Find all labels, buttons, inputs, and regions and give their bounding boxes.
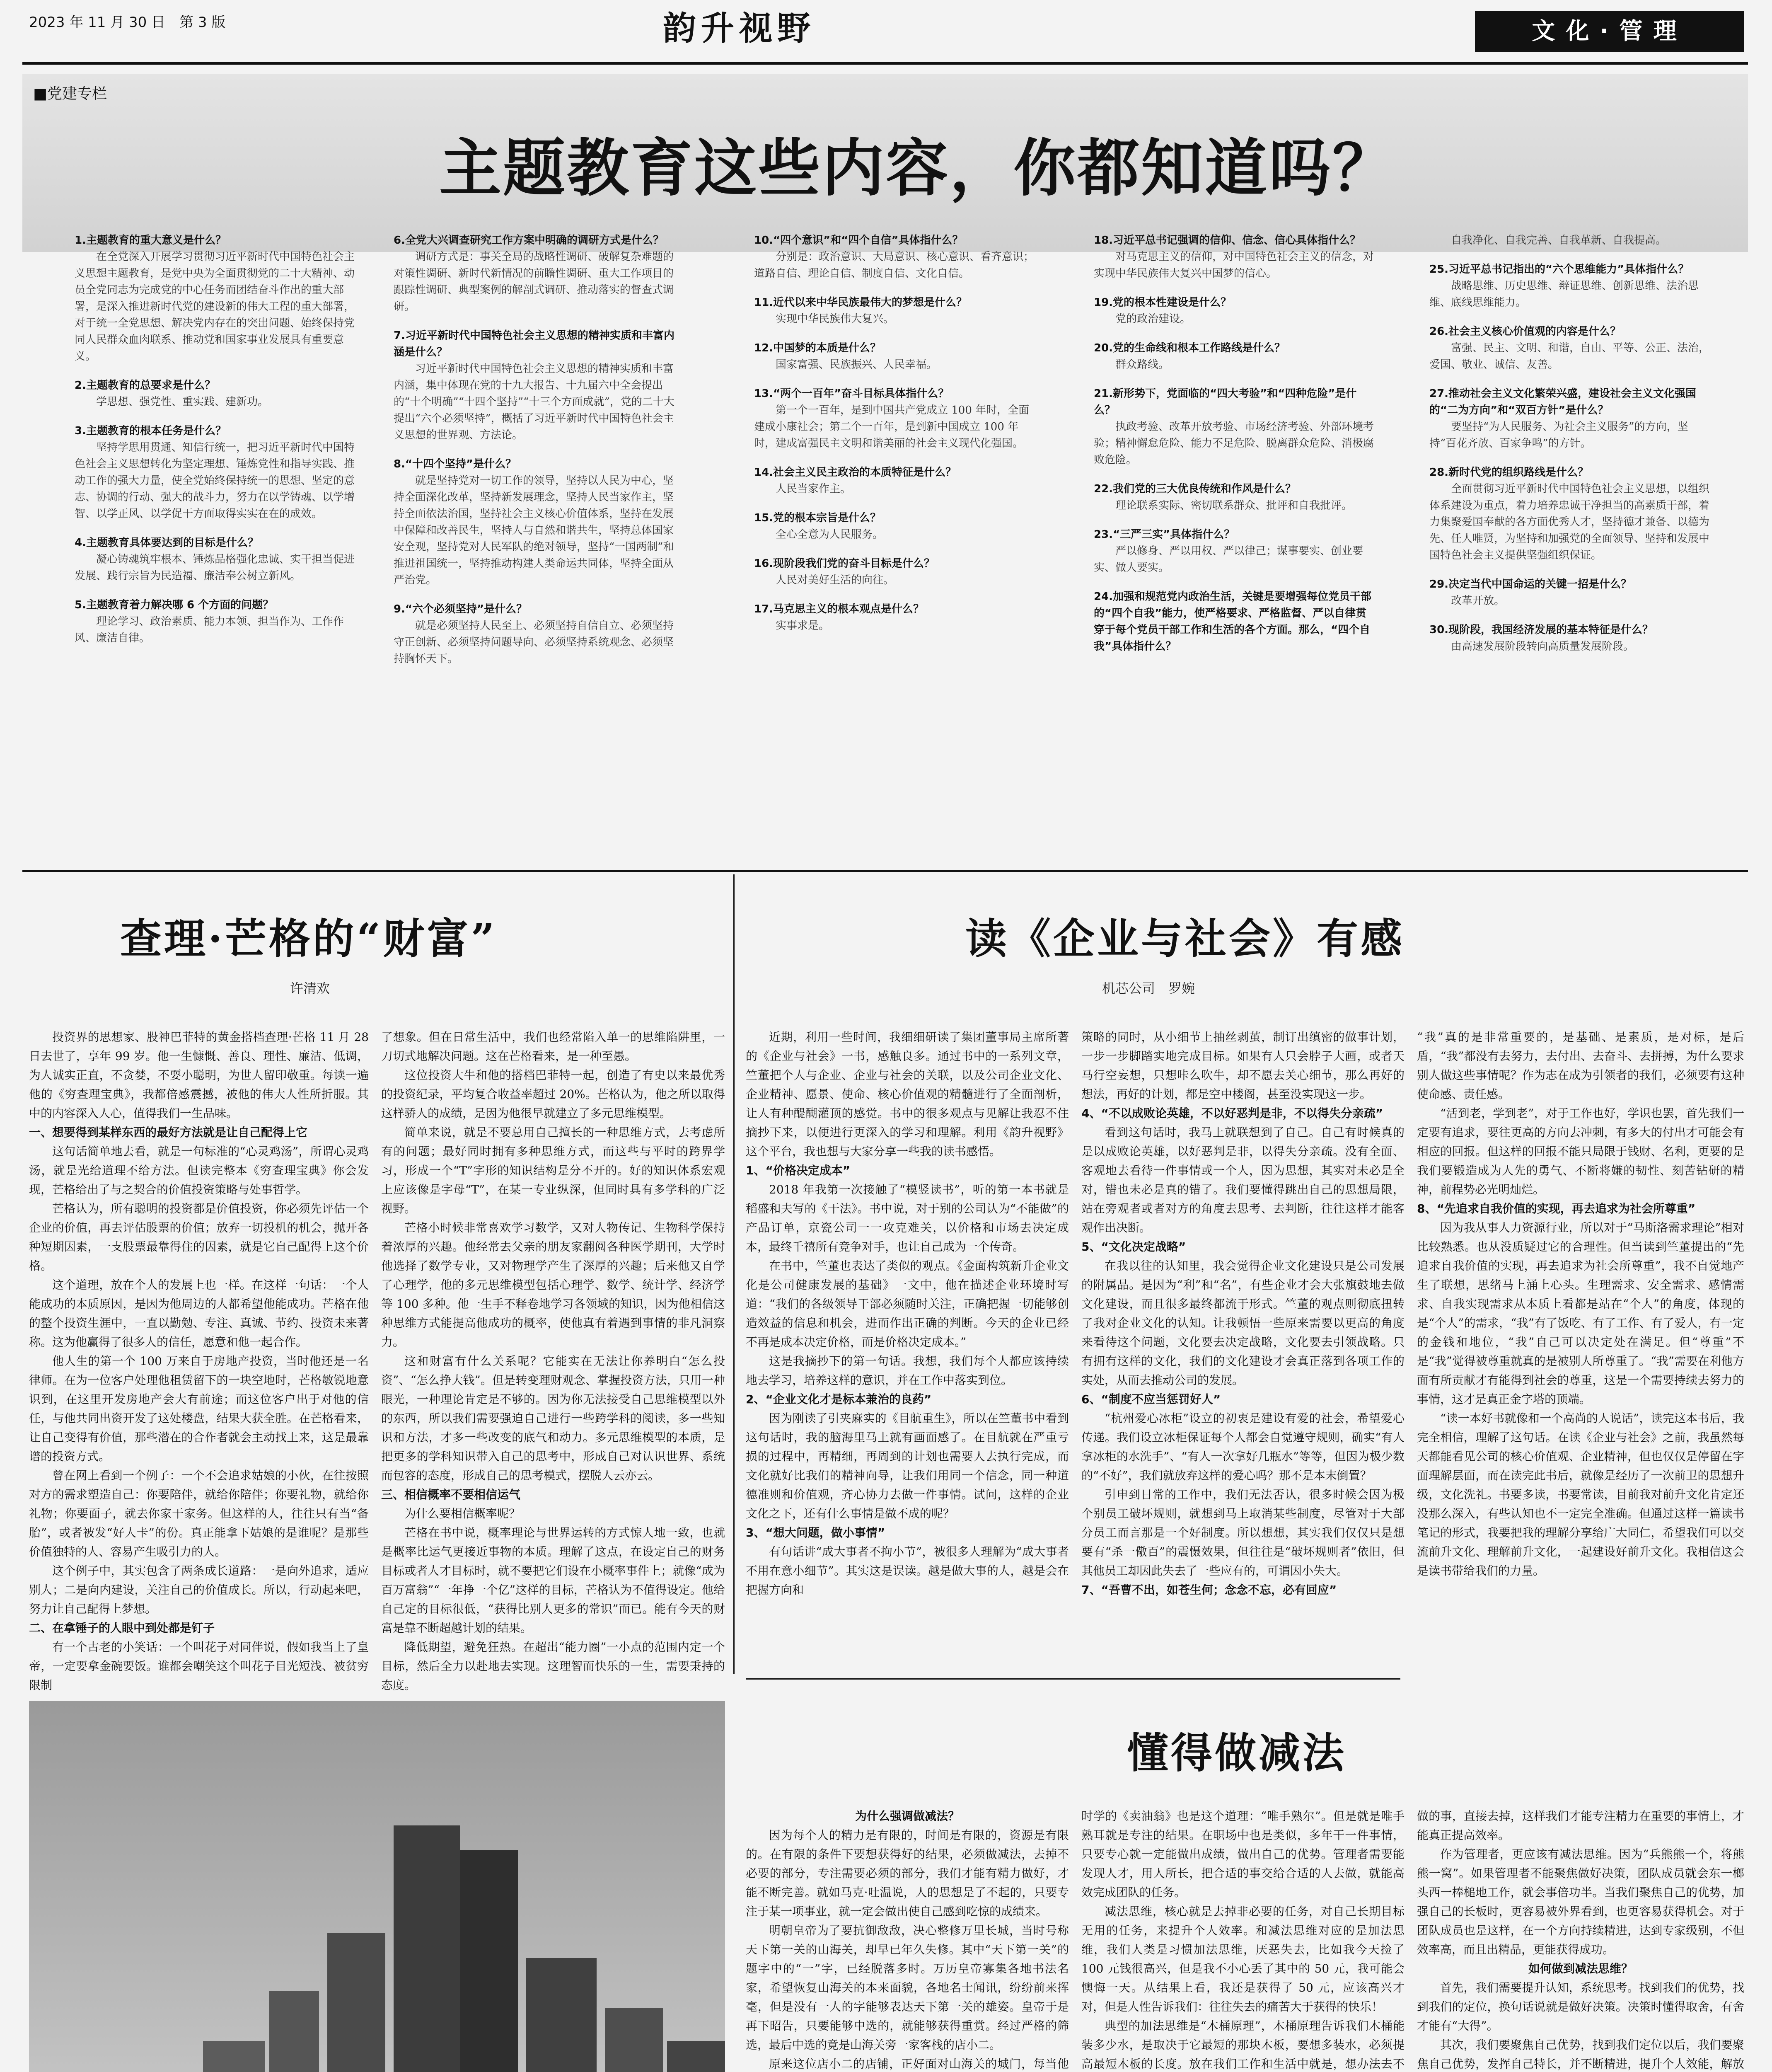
article3-title: 懂得做减法 [1127, 1728, 1347, 1777]
paragraph: 这是我摘抄下的第一句话。我想，我们每个人都应该持续地去学习，培养这样的意识，并在工作中落实到位。 [746, 1354, 1069, 1387]
paragraph: 策略的同时，从小细节上抽丝剥茧，制订出缜密的做事计划，一步一步脚踏实地完成目标。如果有人只会脖子大画，或者天马行空妄想，只想咔么吹牛，却不愿去关心细节，那么再好的想法，再好的计划，都是空中楼阁，甚至没实现这一步。 [1081, 1030, 1405, 1101]
qa-question: 20.党的生命线和根本工作路线是什么？ [1094, 342, 1286, 354]
paragraph: 在我以往的认知里，我会觉得企业文化建设只是公司发展的附属品。是因为“利”和“名”，有些企业才会大张旗鼓地去做文化建设，而且很多最终都流于形式。竺董的观点则彻底扭转了我对企业文化的认知。让我顿悟一些原来需要以更高的角度来看待这个问题，文化要去决定战略，文化要去引领战略。只有拥有这样的文化，我们的文化建设才会真正落到各项工作的实处，从而去推动公司的发展。 [1081, 1259, 1405, 1387]
article1-title: 查理·芒格的“财富” [120, 914, 497, 963]
paragraph: 这和财富有什么关系呢？它能实在无法让你养明白“怎么投资”、“怎么挣大钱”。但是转变理财观念、掌握投资方法，只用一种眼光，一种理论肯定是不够的。因为你无法接受自己思维模型以外的东西，所以我们需要强迫自己进行一些跨学科的阅读，多一些知识和方法，才多一些改变的底气和动力。多元思维模型的本质，是把更多的学科知识带入自己的思考中，形成自己对认识世界、系统而包容的态度，形成自己的思考模式，摆脱人云亦云。 [381, 1354, 725, 1482]
qa-question: 1.主题教育的重大意义是什么？ [75, 234, 226, 247]
qa-answer: 理论学习、政治素质、能力本领、担当作为、工作作风、廉洁自律。 [75, 615, 344, 644]
qa-question: 24.加强和规范党内政治生活，关键是要增强每位党员干部的“四个自我”能力，使严格要求、严格监督、严以自律贯穿于每个党员干部工作和生活的各个方面。那么，“四个自我”具体指什么？ [1094, 591, 1372, 653]
paragraph: 引申到日常的工作中，我们无法否认，很多时候会因为极个别员工破坏规则，就想到马上取消某些制度，尽管对于大部分员工而言那是一个好制度。所以想想，其实我们仅仅只是想要有“杀一儆百”的震慑效果，但往往是“破坏规则者”依旧，但其他员工却因此失去了一些应有的，可谓因小失大。 [1081, 1488, 1405, 1578]
qa-question: 15.党的根本宗旨是什么？ [754, 512, 881, 524]
paragraph: 减法思维，核心就是去掉非必要的任务，对自己长期目标无用的任务，来提升个人效率。和减法思维对应的是加法思维，我们人类是习惯加法思维，厌恶失去，比如我今天捡了 100 元钱很高兴，但是我不小心丢了其中的 50 元，我可能会懊悔一天。从结果上看，我还是获得了 50 元，应该高兴才对，但是人性告诉我们：往往失去的痛苦大于获得的快乐！ [1081, 1905, 1405, 2014]
qa-answer: 坚持学思用贯通、知信行统一，把习近平新时代中国特色社会主义思想转化为坚定理想、锤炼党性和指导实践、推动工作的强大力量，使全党始终保持统一的思想、坚定的意志、协调的行动、强大的战斗力，努力在以学铸魂、以学增智、以学正风、以学促干方面取得实实在在的成效。 [75, 441, 355, 520]
paragraph: “活到老，学到老”，对于工作也好，学识也罢，首先我们一定要有追求，要往更高的方向去冲刺，有多大的付出才可能会有相应的回报。但这样的回报不能只局限于钱财、名利，更要的是我们要锻造成为人先的勇气、不断将嫌的韧性、刻苦钻研的精神，前程势必光明灿烂。 [1417, 1106, 1744, 1196]
section-divider-bottom [746, 1678, 1400, 1680]
qa-question: 23.“三严三实”具体指什么？ [1094, 528, 1235, 541]
qa-question: 22.我们党的三大优良传统和作风是什么？ [1094, 483, 1296, 495]
qa-question: 8.“十四个坚持”是什么？ [394, 458, 517, 470]
paragraph: 因为刚读了引夹麻实的《目航重生》，所以在竺董书中看到这句话时，我的脑海里马上就有画面感了。在目航就在严重亏损的过程中，再精细，再周到的计划也需要人去执行完成，而文化就好比我们的精神向导，让我们用同一个信念，同一种道德准则和价值观，齐心协力去做一件事情。试问，这样的企业文化之下，还有什么事情是做不成的呢？ [746, 1411, 1069, 1520]
paragraph: 芒格认为，所有聪明的投资都是价值投资，你必须先评估一个企业的价值，再去评估股票的价值；放弃一切投机的机会，抛开各种短期因素，一支股票最靠得住的因素，就是它自己配得上这个价格。 [29, 1202, 369, 1273]
subheading: 8、“先追求自我价值的实现，再去追求为社会所尊重” [1417, 1202, 1696, 1215]
paragraph: 为什么要相信概率呢？ [404, 1507, 521, 1520]
paragraph: 典型的加法思维是“木桶原理”，木桶原理告诉我们木桶能装多少水，是取决于它最短的那块木板，要想多装水，必须提高最短木板的长度。放在我们工作和生活中就是，想办法去不 [1081, 2019, 1405, 2071]
paragraph: 明朝皇帝为了要抗御敌敌，决心整修万里长城，当时号称天下第一关的山海关，却早已年久失修。其中“天下第一关”的题字中的“一”字，已经脱落多时。万历皇帝寡集各地书法名家，希望恢复山海关的本来面貌，各地名士闻讯，纷纷前来挥毫，但是没有一人的字能够表达天下第一关的雄姿。皇帝于是再下昭告，只要能够中选的，就能够获得重赏。经过严格的筛选，最后中选的竟是山海关旁一家客栈的店小二。 [746, 1924, 1069, 2052]
qa-question: 10.“四个意识”和“四个自信”具体指什么？ [754, 234, 963, 247]
article3-column-2 [1081, 1807, 1405, 2072]
qa-answer: 由高速发展阶段转向高质量发展阶段。 [1451, 640, 1634, 653]
paragraph: 做的事，直接去掉，这样我们才能专注精力在重要的事情上，才能真正提高效率。 [1417, 1809, 1744, 1842]
article2-author: 机芯公司 罗婉 [1102, 980, 1195, 996]
paragraph: 2018 年我第一次接触了“模竖读书”，听的第一本书就是稻盛和夫写的《干法》。书中说，对于别的公司认为“不能做”的产品订单，京瓷公司一一攻克难关，以价格和市场去决定成本，最终千禧所有竞争对手，也让自己成为一个传奇。 [746, 1183, 1069, 1254]
paragraph: 其次，我们要聚焦自己优势，找到我们定位以后，我们要聚焦自己优势，发挥自己特长，并不断精进，提升个人效能，解放 [1417, 2038, 1744, 2071]
qa-question: 2.主题教育的总要求是什么？ [75, 379, 215, 392]
paragraph: 首先，我们需要提升认知，系统思考。找到我们的优势，找到我们的定位，换句话说就是做好决策。决策时懂得取舍，有舍才能有“大得”。 [1417, 1981, 1744, 2033]
qa-question: 21.新形势下，党面临的“四大考验”和“四种危险”是什么？ [1094, 387, 1357, 416]
qa-question: 28.新时代党的组织路线是什么？ [1429, 466, 1589, 479]
qa-column-1 [75, 232, 356, 646]
qa-answer: 人民对美好生活的向往。 [776, 574, 894, 586]
paragraph: 有句话讲“成大事者不拘小节”，被很多人理解为“成大事者不用在意小细节”。其实这是误读。越是做大事的人，越是会在把握方向和 [746, 1545, 1069, 1597]
qa-answer: 改革开放。 [1451, 595, 1505, 607]
qa-answer: 人民当家作主。 [776, 483, 851, 495]
qa-question: 7.习近平新时代中国特色社会主义思想的精神实质和丰富内涵是什么？ [394, 329, 674, 358]
qa-question: 4.主题教育具体要达到的目标是什么？ [75, 537, 259, 549]
paragraph: 有一个古老的小笑话：一个叫花子对同伴说，假如我当上了皇帝，一定要拿金碗要饭。谁都会嘲笑这个叫花子目光短浅、被贫穷限制 [29, 1640, 369, 1692]
paragraph: 投资界的思想家、股神巴菲特的黄金搭档查理·芒格 11 月 28 日去世了，享年 99 岁。他一生慷慨、善良、理性、廉洁、低调，为人诚实正直，不贪婪，不耍小聪明，为世人留印敬重。每读一遍他的《穷查理宝典》，我都倍感震撼，被他的伟大人性所折服。其中的内容深入人心，值得我们一生品味。 [29, 1030, 369, 1120]
article2-column-3 [1417, 1028, 1744, 1581]
paragraph: 芒格小时候非常喜欢学习数学，又对人物传记、生物科学保持着浓厚的兴趣。他经常去父亲的朋友家翻阅各种医学期刊，大学时他选择了数学专业，又对物理学产生了深厚的兴趣；后来他又自学了心理学，他的多元思维模型包括心理学、数学、统计学、经济学等 100 多种。他一生手不释卷地学习各领域的知识，因为他相信这种思维方式能提高他成功的概率，使他真有着遇到事情的非凡洞察力。 [381, 1221, 725, 1349]
qa-column-2 [394, 232, 675, 667]
paragraph: 芒格在书中说，概率理论与世界运转的方式惊人地一致，也就是概率比运气更接近事物的本质。理解了这点，在设定自己的财务目标或者人才目标时，就不要把它们设在小概率事件上；就像“成为百万富翁”“一年挣一个亿”这样的目标，芒格认为不值得设定。他给自己定的目标很低，“获得比别人更多的常识”而已。能有今天的财富是靠不断超越计划的结果。 [381, 1526, 725, 1635]
paragraph: 作为管理者，更应该有减法思维。因为“兵熊熊一个，将熊熊一窝”。如果管理者不能聚焦做好决策，团队成员就会东一榔头西一棒槌地工作，就会事倍功半。当我们聚焦自己的优势，加强自己的长板时，更容易被外界看到，也更容易获得机会。对于团队成员也是这样，在一个方向持续精进，达到专家级别，不但效率高，而且出精品，更能获得成功。 [1417, 1847, 1744, 1956]
qa-answer: 战略思维、历史思维、辩证思维、创新思维、法治思维、底线思维能力。 [1429, 280, 1699, 309]
paragraph: 看到这句话时，我马上就联想到了自己。自己有时候真的是以成败论英雄，以好恶判是非，以得失分亲疏。没有全面、客观地去看待一件事情或一个人，因为思想，其实对未必是全对，错也未必是真的错了。我们要懂得跳出自己的思想局限，站在旁观者或者对方的角度去思考、去判断，往往这样才能客观作出决断。 [1081, 1126, 1405, 1234]
article1-author: 许清欢 [290, 980, 330, 996]
paragraph: 曾在网上看到一个例子：一个不会追求姑娘的小伙，在往按照对方的需求塑造自己：你要陪伴，就给你陪伴；你要礼物，就给你礼物；你要面子，就去你家干家务。但这样的人，往往只有当“备胎”，或者被发“好人卡”的份。真正能拿下姑娘的是谁呢？是那些价值独特的人、容易产生吸引力的人。 [29, 1469, 369, 1559]
paragraph: 时学的《卖油翁》也是这个道理：“唯手熟尔”。但是就是唯手熟耳就是专注的结果。在职场中也是类似，多年干一件事情，只要专心就一定能做出成绩，做出自己的优势。管理者需要能发现人才，用人所长，把合适的事交给合适的人去做，就能高效完成团队的任务。 [1081, 1809, 1405, 1899]
qa-answer: 执政考验、改革开放考验、市场经济考验、外部环境考验；精神懈怠危险、能力不足危险、脱离群众危险、消极腐败危险。 [1094, 421, 1374, 466]
qa-answer: 就是坚持党对一切工作的领导，坚持以人民为中心，坚持全面深化改革，坚持新发展理念，坚持人民当家作主，坚持全面依法治国，坚持社会主义核心价值体系，坚持在发展中保障和改善民生，坚持人与自然和谐共生，坚持总体国家安全观，坚持党对人民军队的绝对领导，坚持“一国两制”和推进祖国统一，坚持推动构建人类命运共同体，坚持全面从严治党。 [394, 474, 674, 586]
qa-answer: 学思想、强党性、重实践、建新功。 [96, 396, 269, 408]
paragraph: 他人生的第一个 100 万来自于房地产投资，当时他还是一名律师。在为一位客户处理他租赁留下的一块空地时，芒格敏锐地意识到，在这里开发房地产会大有前途；而这位客户出于对他的信任，与他共同出资开发了这处楼盘，结果大获全胜。在芒格看来，让自己变得有价值，那些潜在的合作者就会主动找上来，这是最靠谱的投资方式。 [29, 1354, 369, 1463]
qa-answer: 全心全意为人民服务。 [776, 528, 884, 541]
qa-question: 19.党的根本性建设是什么？ [1094, 296, 1232, 309]
masthead: 韵升视野 [663, 9, 815, 48]
qa-question: 5.主题教育着力解决哪 6 个方面的问题？ [75, 599, 274, 611]
qa-answer: 严以修身、严以用权、严以律己；谋事要实、创业要实、做人要实。 [1094, 545, 1363, 574]
paragraph: 这位投资大牛和他的搭档巴菲特一起，创造了有史以来最优秀的投资纪录，平均复合收益率超过 20%。芒格认为，他之所以取得这样骄人的成绩，是因为他很早就建立了多元思维模型。 [381, 1068, 725, 1120]
qa-answer: 自我净化、自我完善、自我革新、自我提高。 [1451, 234, 1667, 247]
qa-answer: 国家富强、民族振兴、人民幸福。 [776, 358, 938, 371]
section-heading: 如何做到减法思维？ [1528, 1962, 1633, 1975]
issue-date: 2023 年 11 月 30 日 第 3 版 [29, 14, 226, 31]
city-skyline-illustration [29, 1701, 725, 2072]
qa-answer: 第一个一百年，是到中国共产党成立 100 年时，全面建成小康社会；第二个一百年，是到新中国成立 100 年时，建成富强民主文明和谐美丽的社会主义现代化强国。 [754, 404, 1030, 450]
qa-column-3 [754, 232, 1036, 634]
qa-question: 30.现阶段，我国经济发展的基本特征是什么？ [1429, 624, 1654, 636]
section-divider [22, 870, 1748, 872]
article1-column-1 [29, 1028, 369, 1695]
paragraph: 因为我从事人力资源行业，所以对于“马斯洛需求理论”相对比较熟悉。也从没质疑过它的合理性。但当读到竺董提出的“先追求自我价值的实现，再去追求为社会所尊重”，我不自觉地产生了联想，思绪马上涌上心头。生理需求、安全需求、感情需求、自我实现需求从本质上看都是站在“个人”的角度，体现的是“个人”的需求，“我”有了饭吃、有了工作、有了爱人，有一定的金钱和地位，“我”自己可以决定处在满足。但“尊重”不是“我”觉得被尊重就真的是被别人所尊重了。“我”需要在利他方面有所贡献才有能得到社会的尊重，这是一个需要持续去努力的事情，这才是真正金字塔的顶端。 [1417, 1221, 1744, 1406]
paragraph: 降低期望，避免狂热。在超出“能力圈”一小点的范围内定一个目标，然后全力以赴地去实现。这理智而快乐的一生，需要秉持的态度。 [381, 1640, 725, 1692]
qa-question: 12.中国梦的本质是什么？ [754, 342, 881, 354]
qa-question: 29.决定当代中国命运的关键一招是什么？ [1429, 578, 1632, 591]
qa-answer: 理论联系实际、密切联系群众、批评和自我批评。 [1115, 499, 1353, 512]
qa-question: 9.“六个必须坚持”是什么？ [394, 603, 527, 615]
qa-question: 14.社会主义民主政治的本质特征是什么？ [754, 466, 957, 479]
paragraph: “读一本好书就像和一个高尚的人说话”，读完这本书后，我完全相信，理解了这句话。在读《企业与社会》之前，我虽然每天都能看见公司的核心价值观、企业精神，但也仅仅是停留在字面理解层面，而在读完此书后，就像是经历了一次前卫的思想升级，文化洗礼。书要多读，书要常读，目前我对前升文化肯定还没那么深入，有些认知也不一定完全准确。但通过这样一篇读书笔记的形式，我要把我的理解分享给广大同仁，希望我们可以交流前升文化、理解前升文化，一起建设好前升文化。我相信这会是读书带给我们的力量。 [1417, 1411, 1744, 1578]
qa-answer: 实现中华民族伟大复兴。 [776, 313, 894, 325]
paragraph: 因为每个人的精力是有限的，时间是有限的，资源是有限的。在有限的条件下要想获得好的结果，必须做减法，去掉不必要的部分，专注需要必须的部分，我们才能有精力做好，才能不断完善。就如马克·吐温说，人的思想是了不起的，只要专注于某一项事业，就一定会做出使自己感到吃惊的成绩来。 [746, 1828, 1069, 1918]
paragraph: 这个道理，放在个人的发展上也一样。在这样一句话：一个人能成功的本质原因，是因为他周边的人都希望他能成功。芒格在他的整个投资生涯中，一直以勤勉、专注、真诚、节约、投资未来著称。这为他赢得了很多人的信任，愿意和他一起合作。 [29, 1278, 369, 1349]
qa-answer: 群众路线。 [1115, 358, 1170, 371]
subheading: 二、在拿锤子的人眼中到处都是钉子 [29, 1621, 215, 1635]
qa-answer: 在全党深入开展学习贯彻习近平新时代中国特色社会主义思想主题教育，是党中央为全面贯彻党的二十大精神、动员全党同志为完成党的中心任务而团结奋斗作出的重大部署，是深入推进新时代党的建设新的伟大工程的重大部署，对于统一全党思想、解决党内存在的突出问题、始终保持党同人民群众血肉联系、推动党和国家事业发展具有重要意义。 [75, 251, 355, 363]
paragraph: 简单来说，就是不要总用自己擅长的一种思维方式，去考虑所有的问题；最好同时拥有多种思维方式，而这些与平时的跨界学习，形成一个“T”字形的知识结构是分不开的。好的知识体系宏观上应该像是字母“T”，在某一专业纵深，但同时具有多学科的广泛视野。 [381, 1126, 725, 1215]
subheading: 三、相信概率不要相信运气 [381, 1488, 521, 1501]
subheading: 7、“吾曹不出，如苍生何；念念不忘，必有回应” [1081, 1583, 1337, 1597]
paragraph: “我”真的是非常重要的，是基础、是素质，是对标，是后盾，“我”都没有去努力，去付出、去奋斗、去拼搏，为什么要求别人做这些事情呢？作为志在成为引领者的我们，必须要有这种使命感、责任感。 [1417, 1030, 1744, 1101]
article2-column-1 [746, 1028, 1069, 1600]
city-photo [29, 1701, 725, 2072]
subheading: 1、“价格决定成本” [746, 1164, 851, 1177]
subheading: 5、“文化决定战略” [1081, 1240, 1186, 1254]
qa-answer: 分别是：政治意识、大局意识、核心意识、看齐意识；道路自信、理论自信、制度自信、文化自信。 [754, 251, 1035, 280]
subheading: 一、想要得到某样东西的最好方法就是让自己配得上它 [29, 1126, 308, 1139]
article1-column-2 [381, 1028, 725, 1695]
article2-title: 读《企业与社会》有感 [965, 914, 1405, 963]
article3-column-1 [746, 1807, 1069, 2072]
paragraph: 了想象。但在日常生活中，我们也经常陷入单一的思维陷阱里，一刀切式地解决问题。这在芒格看来，是一种至愚。 [381, 1030, 725, 1063]
qa-question: 25.习近平总书记指出的“六个思维能力”具体指什么？ [1429, 263, 1689, 276]
qa-answer: 全面贯彻习近平新时代中国特色社会主义思想，以组织体系建设为重点，着力培养忠诚干净担当的高素质干部，着力集聚爱国奉献的各方面优秀人才，坚持德才兼备、以德为先、任人唯贤，为坚持和加强党的全面领导、坚持和发展中国特色社会主义提供坚强组织保证。 [1429, 483, 1710, 562]
qa-answer: 对马克思主义的信仰，对中国特色社会主义的信念，对实现中华民族伟大复兴中国梦的信心。 [1094, 251, 1374, 280]
qa-answer: 富强、民主、文明、和谐，自由、平等、公正、法治，爱国、敬业、诚信、友善。 [1429, 342, 1710, 371]
qa-question: 26.社会主义核心价值观的内容是什么？ [1429, 325, 1621, 338]
qa-question: 13.“两个一百年”奋斗目标具体指什么？ [754, 387, 949, 400]
qa-question: 11.近代以来中华民族最伟大的梦想是什么？ [754, 296, 967, 309]
qa-column-4 [1094, 232, 1376, 655]
paragraph: 原来这位店小二的店铺，正好面对山海关的城门，每当他 [769, 2057, 1069, 2071]
qa-answer: 凝心铸魂筑牢根本、锤炼品格强化忠诚、实干担当促进发展、践行宗旨为民造福、廉洁奉公树立新风。 [75, 553, 355, 582]
qa-question: 17.马克思主义的根本观点是什么？ [754, 603, 924, 615]
section-tag: 文化·管理 [1475, 11, 1744, 52]
qa-answer: 就是必须坚持人民至上、必须坚持自信自立、必须坚持守正创新、必须坚持问题导向、必须坚持系统观念、必须坚持胸怀天下。 [394, 620, 674, 665]
qa-answer: 习近平新时代中国特色社会主义思想的精神实质和丰富内涵，集中体现在党的十九大报告、十九届六中全会提出的“十个明确”“十四个坚持”“十三个方面成就”，党的二十大提出“六个必须坚持”，概括了习近平新时代中国特色社会主义思想的世界观、方法论。 [394, 363, 674, 441]
paragraph: 这句话简单地去看，就是一句标准的“心灵鸡汤”，所谓心灵鸡汤，就是光给道理不给方法。但读完整本《穷查理宝典》你会发现，芒格给出了与之契合的价值投资策略与处事哲学。 [29, 1145, 369, 1196]
paragraph: 这个例子中，其实包含了两条成长道路：一是向外追求，适应别人；二是向内建设，关注自己的价值成长。所以，行动起来吧，努力让自己配得上梦想。 [29, 1564, 369, 1616]
vertical-divider [733, 874, 735, 1674]
subheading: 2、“企业文化才是标本兼治的良药” [746, 1392, 932, 1406]
qa-question: 16.现阶段我们党的奋斗目标是什么？ [754, 557, 935, 570]
qa-question: 18.习近平总书记强调的信仰、信念、信心具体指什么？ [1094, 234, 1361, 247]
subheading: 4、“不以成败论英雄，不以好恶判是非，不以得失分亲疏” [1081, 1106, 1383, 1120]
subheading: 3、“想大问题，做小事情” [746, 1526, 885, 1539]
qa-answer: 要坚持“为人民服务、为社会主义服务”的方向，坚持“百花齐放、百家争鸣”的方针。 [1429, 421, 1688, 450]
header-rule [22, 62, 1748, 65]
qa-question: 3.主题教育的根本任务是什么？ [75, 425, 226, 437]
paragraph: 近期，利用一些时间，我细细研读了集团董事局主席所著的《企业与社会》一书，感触良多。通过书中的一系列文章，竺董把个人与企业、企业与社会的关联，以及公司企业文化、企业精神、愿景、使命、核心价值观的精髓进行了全面剖析，让人有种醍醐灌顶的感觉。书中的很多观点与见解让我忍不住摘抄下来，以便进行更深入的学习和理解。利用《韵升视野》这个平台，我也想与大家分享一些我的读书感悟。 [746, 1030, 1069, 1158]
article3-column-3 [1417, 1807, 1744, 2072]
qa-answer: 调研方式是：事关全局的战略性调研、破解复杂难题的对策性调研、新时代新情况的前瞻性调研、重大工作项目的跟踪性调研、典型案例的解剖式调研、推动落实的督查式调研。 [394, 251, 674, 313]
article2-column-2 [1081, 1028, 1405, 1600]
column-tag: ■党建专栏 [33, 85, 107, 102]
qa-answer: 党的政治建设。 [1115, 313, 1191, 325]
subheading: 6、“制度不应当惩罚好人” [1081, 1392, 1221, 1406]
qa-question: 6.全党大兴调查研究工作方案中明确的调研方式是什么？ [394, 234, 664, 247]
section-heading: 为什么强调做减法？ [855, 1809, 960, 1823]
qa-column-5 [1429, 232, 1711, 655]
main-headline: 主题教育这些内容，你都知道吗？ [439, 133, 1397, 205]
paragraph: “杭州爱心冰柜”设立的初衷是建设有爱的社会，希望爱心传递。我们设立冰柜保证每个人都会自觉遵守规则，确实“有人拿冰柜的水洗手”、“有人一次拿好几瓶水”等等，但因为极少数的“不好”，我们就放弃这样的爱心吗？那不是本末倒置？ [1081, 1411, 1405, 1482]
paragraph: 在书中，竺董也表达了类似的观点。《金面构筑新升企业文化是公司健康发展的基础》一文中，他在描述企业环境时写道：“我们的各级领导干部必须随时关注，正确把握一切能够创造效益的信息和机会，进而作出正确的判断。今天的企业已经不再是成本决定价格，而是价格决定成本。” [746, 1259, 1069, 1349]
qa-answer: 实事求是。 [776, 620, 830, 632]
qa-question: 27.推动社会主义文化繁荣兴盛，建设社会主义文化强国的“二为方向”和“双百方针”是什么？ [1429, 387, 1697, 416]
